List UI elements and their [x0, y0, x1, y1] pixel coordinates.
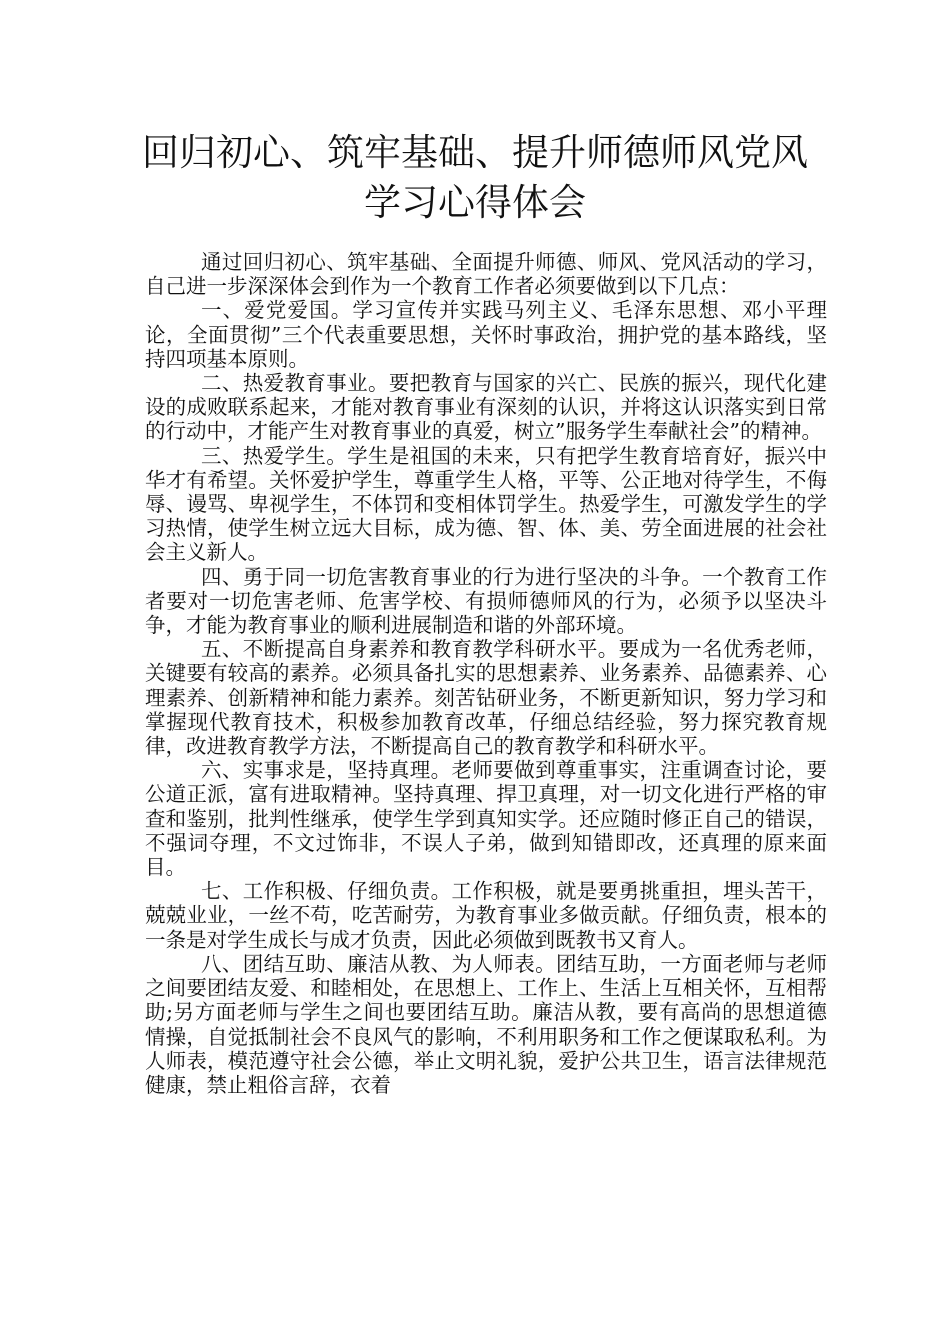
title-line-2: 学习心得体会: [364, 181, 586, 224]
paragraph-8-unity-integrity: 八、团结互助、廉洁从教、为人师表。团结互助，一方面老师与老师之间要团结友爱、和睦相处，在思想上、工作上、生活上互相关怀，互相帮助;另方面老师与学生之间也要团结互助。廉洁从教，要有高尚的思想道德情操，自觉抵制社会不良风气的影响，不利用职务和工作之便谋取私利。为人师表，模范遵守社会公德，举止文明礼貌，爱护公共卫生，语言法律规范健康，禁止粗俗言辞，衣着: [145, 951, 827, 1097]
document-title: [120, 128, 830, 228]
paragraph-5-improve-quality: 五、不断提高自身素养和教育教学科研水平。要成为一名优秀老师，关键要有较高的素养。必须具备扎实的思想素养、业务素养、品德素养、心理素养、创新精神和能力素养。刻苦钻研业务，不断更新知识，努力学习和掌握现代教育技术，积极参加教育改革，仔细总结经验，努力探究教育规律，改进教育教学方法，不断提高自己的教育教学和科研水平。: [145, 637, 827, 759]
paragraph-4-fight-harm: 四、勇于同一切危害教育事业的行为进行坚决的斗争。一个教育工作者要对一切危害老师、危害学校、有损师德师风的行为，必须予以坚决斗争，才能为教育事业的顺利进展制造和谐的外部环境。: [145, 564, 827, 638]
title-line-1: 回归初心、筑牢基础、提升师德师风党风: [142, 131, 808, 174]
paragraph-1-love-party: 一、爱党爱国。学习宣传并实践马列主义、毛泽东思想、邓小平理论，全面贯彻”三个代表重要思想，关怀时事政治，拥护党的基本路线，坚持四项基本原则。: [145, 298, 827, 371]
paragraph-7-work-diligently: 七、工作积极、仔细负责。工作积极，就是要勇挑重担，埋头苦干，兢兢业业，一丝不苟，吃苦耐劳，为教育事业多做贡献。仔细负责，根本的一条是对学生成长与成才负责，因此必须做到既教书又育人。: [145, 879, 827, 952]
document-body: [145, 250, 827, 1097]
paragraph-3-love-students: 三、热爱学生。学生是祖国的未来，只有把学生教育培育好，振兴中华才有希望。关怀爱护学生，尊重学生人格，平等、公正地对待学生，不侮辱、谩骂、卑视学生，不体罚和变相体罚学生。热爱学生，可激发学生的学习热情，使学生树立远大目标，成为德、智、体、美、劳全面进展的社会社会主义新人。: [145, 443, 827, 565]
paragraph-2-love-education: 二、热爱教育事业。要把教育与国家的兴亡、民族的振兴，现代化建设的成败联系起来，才能对教育事业有深刻的认识，并将这认识落实到日常的行动中，才能产生对教育事业的真爱，树立”服务学生奉献社会”的精神。: [145, 371, 827, 444]
intro-paragraph: 通过回归初心、筑牢基础、全面提升师德、师风、党风活动的学习，自己进一步深深体会到作为一个教育工作者必须要做到以下几点：: [145, 250, 827, 299]
paragraph-6-seek-truth: 六、实事求是，坚持真理。老师要做到尊重事实，注重调查讨论，要公道正派，富有进取精神。坚持真理、捍卫真理，对一切文化进行严格的审查和鉴别，批判性继承，使学生学到真知实学。还应随时修正自己的错误，不强词夺理，不文过饰非，不误人子弟，做到知错即改，还真理的原来面目。: [145, 758, 827, 880]
